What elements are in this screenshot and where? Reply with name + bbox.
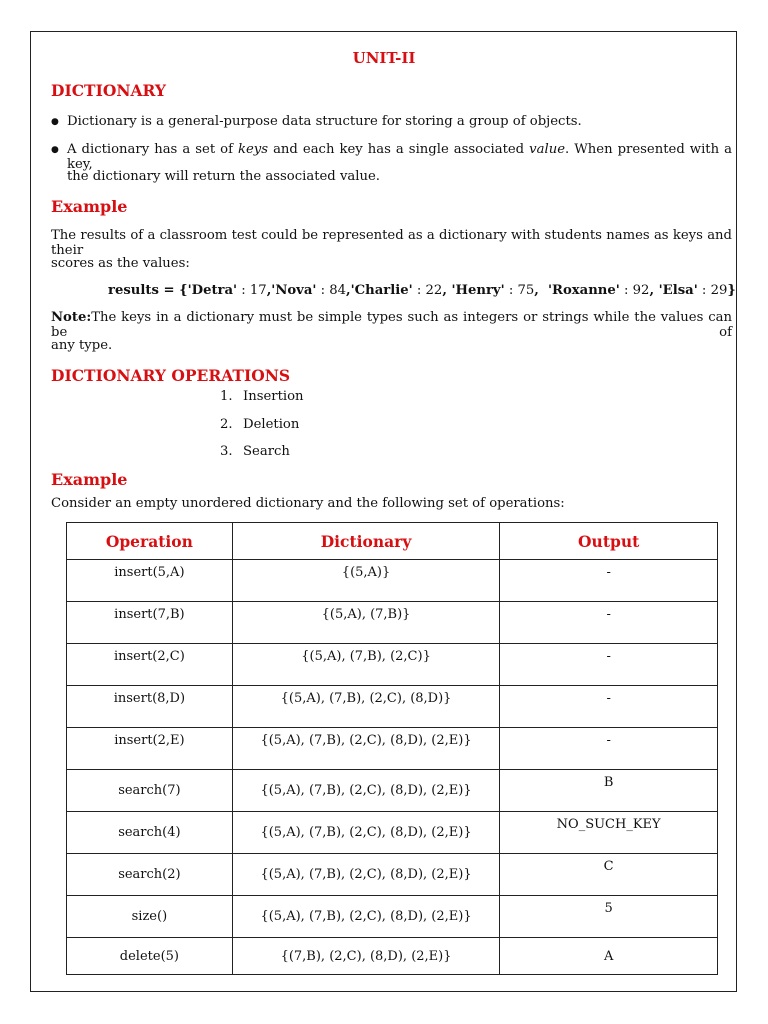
table-row bbox=[67, 728, 718, 770]
cell-operation: insert(7,B) bbox=[67, 602, 233, 644]
cell-output: - bbox=[500, 728, 718, 770]
cell-operation: insert(2,E) bbox=[67, 728, 233, 770]
bullet-text-2-line1: A dictionary has a set of keys and each key has a single associated value. When presented with a key, bbox=[67, 142, 732, 172]
cell-dictionary: {(7,B), (2,C), (8,D), (2,E)} bbox=[232, 938, 500, 975]
header-operation: Operation bbox=[67, 523, 233, 560]
example-heading-1: Example bbox=[51, 197, 128, 216]
cell-operation: insert(8,D) bbox=[67, 686, 233, 728]
header-output: Output bbox=[500, 523, 718, 560]
cell-operation: search(7) bbox=[67, 770, 233, 812]
bullet-dot: ● bbox=[51, 145, 59, 155]
cell-output: A bbox=[500, 938, 718, 975]
list-item: 3. Search bbox=[220, 444, 290, 459]
bullet-dot: ● bbox=[51, 117, 59, 127]
cell-output: C bbox=[500, 854, 718, 896]
cell-output: NO_SUCH_KEY bbox=[500, 812, 718, 854]
example2-text: Consider an empty unordered dictionary and the following set of operations: bbox=[51, 496, 565, 511]
table-row bbox=[67, 644, 718, 686]
example-text-line1: The results of a classroom test could be represented as a dictionary with students names as keys and their bbox=[51, 228, 732, 258]
note-line1: Note:The keys in a dictionary must be simple types such as integers or strings while the values can be of bbox=[51, 310, 732, 340]
table-row bbox=[67, 896, 718, 938]
bullet-text-2-line2: the dictionary will return the associated value. bbox=[67, 169, 380, 184]
cell-operation: insert(5,A) bbox=[67, 560, 233, 602]
note-line2: any type. bbox=[51, 338, 113, 353]
table-row bbox=[67, 770, 718, 812]
bullet-text-1: Dictionary is a general-purpose data structure for storing a group of objects. bbox=[67, 114, 582, 129]
cell-dictionary: {(5,A), (7,B), (2,C), (8,D), (2,E)} bbox=[232, 896, 500, 938]
table-row bbox=[67, 938, 718, 975]
cell-output: - bbox=[500, 644, 718, 686]
cell-operation: size() bbox=[67, 896, 233, 938]
cell-operation: delete(5) bbox=[67, 938, 233, 975]
cell-output: - bbox=[500, 602, 718, 644]
operations-list bbox=[220, 386, 304, 469]
table-row bbox=[67, 854, 718, 896]
unit-title: UNIT-II bbox=[352, 49, 416, 67]
cell-dictionary: {(5,A), (7,B), (2,C), (8,D), (2,E)} bbox=[232, 812, 500, 854]
cell-dictionary: {(5,A), (7,B), (2,C)} bbox=[232, 644, 500, 686]
cell-output: B bbox=[500, 770, 718, 812]
table-row bbox=[67, 560, 718, 602]
list-item: 1. Insertion bbox=[220, 389, 304, 404]
operations-heading: DICTIONARY OPERATIONS bbox=[51, 366, 291, 385]
cell-operation: search(2) bbox=[67, 854, 233, 896]
cell-dictionary: {(5,A), (7,B), (2,C), (8,D), (2,E)} bbox=[232, 854, 500, 896]
results-line: results = {'Detra' : 17,'Nova' : 84,'Charlie' : 22, 'Henry' : 75, 'Roxanne' : 92, 'Elsa' : 29} bbox=[108, 283, 736, 298]
section-heading-dictionary: DICTIONARY bbox=[51, 81, 166, 100]
example-heading-2: Example bbox=[51, 470, 128, 489]
cell-output: - bbox=[500, 686, 718, 728]
cell-operation: insert(2,C) bbox=[67, 644, 233, 686]
cell-dictionary: {(5,A)} bbox=[232, 560, 500, 602]
operations-table bbox=[66, 522, 718, 975]
cell-dictionary: {(5,A), (7,B), (2,C), (8,D), (2,E)} bbox=[232, 728, 500, 770]
header-dictionary: Dictionary bbox=[232, 523, 500, 560]
table-header-row bbox=[67, 523, 718, 560]
table-row bbox=[67, 602, 718, 644]
example-text-line2: scores as the values: bbox=[51, 256, 190, 271]
cell-dictionary: {(5,A), (7,B), (2,C), (8,D)} bbox=[232, 686, 500, 728]
cell-output: - bbox=[500, 560, 718, 602]
table-row bbox=[67, 812, 718, 854]
list-item: 2. Deletion bbox=[220, 416, 300, 432]
cell-operation: search(4) bbox=[67, 812, 233, 854]
cell-dictionary: {(5,A), (7,B)} bbox=[232, 602, 500, 644]
table-row bbox=[67, 686, 718, 728]
cell-output: 5 bbox=[500, 896, 718, 938]
cell-dictionary: {(5,A), (7,B), (2,C), (8,D), (2,E)} bbox=[232, 770, 500, 812]
